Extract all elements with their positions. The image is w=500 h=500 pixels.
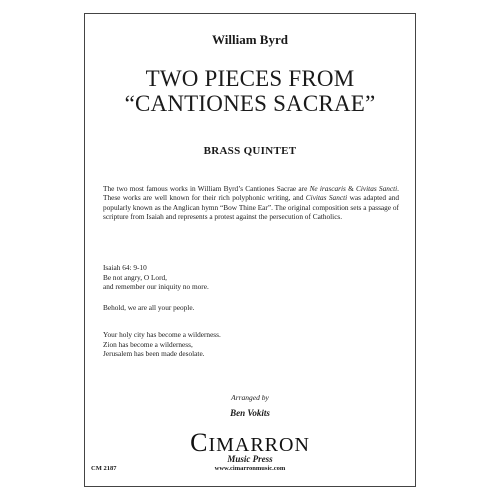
verse-line: Jerusalem has been made desolate. <box>103 349 205 359</box>
logo-rest: IMARRON <box>208 434 310 456</box>
work-title-civitas-sancti: Civitas Sancti <box>305 193 348 203</box>
verse-stanza <box>103 330 399 359</box>
verse-stanza <box>103 303 399 313</box>
verse-line: Be not angry, O Lord, <box>103 272 167 282</box>
arranger-name: Ben Vokits <box>230 408 270 418</box>
description-paragraph <box>103 184 399 222</box>
work-title-ne-irascaris: Ne irascaris <box>309 184 346 193</box>
verse-stanza <box>103 263 399 292</box>
verse-reference: Isaiah 64: 9-10 <box>103 263 147 272</box>
description-text: & <box>345 184 357 193</box>
catalog-number: CM 2187 <box>91 465 117 472</box>
title-line-2: “CANTIONES SACRAE” <box>124 91 376 116</box>
publisher-logo-subtitle: Music Press <box>227 454 273 464</box>
publisher-url: www.cimarronmusic.com <box>214 465 286 472</box>
verse-line: Behold, we are all your people. <box>103 303 195 312</box>
verse-line: Zion has become a wilderness, <box>103 339 193 349</box>
score-cover-page <box>84 13 416 487</box>
description-text: . These works are well known for their rich polyphonic writing, and <box>103 184 399 203</box>
verse-line: and remember our iniquity no more. <box>103 282 209 292</box>
logo-initial: C <box>190 428 209 457</box>
arranged-by-label: Arranged by <box>231 393 269 402</box>
ensemble-label: BRASS QUINTET <box>203 145 297 157</box>
publisher-logo <box>85 428 415 472</box>
title-line-1: TWO PIECES FROM <box>145 66 355 91</box>
description-text: The two most famous works in William Byrd’s Cantiones Sacrae are <box>103 184 310 193</box>
description-text: was adapted and popularly known as the Anglican hymn “Bow Thine Ear”. The original composition sets a passage of scripture from Isaiah and represents a protest against the persecution of Catholics. <box>103 193 399 222</box>
verse-line: Your holy city has become a wilderness. <box>103 330 221 339</box>
work-title-civitas-sancti: Civitas Sancti <box>356 184 398 193</box>
publisher-logo-wordmark <box>85 428 415 457</box>
composer-name: William Byrd <box>212 32 288 47</box>
